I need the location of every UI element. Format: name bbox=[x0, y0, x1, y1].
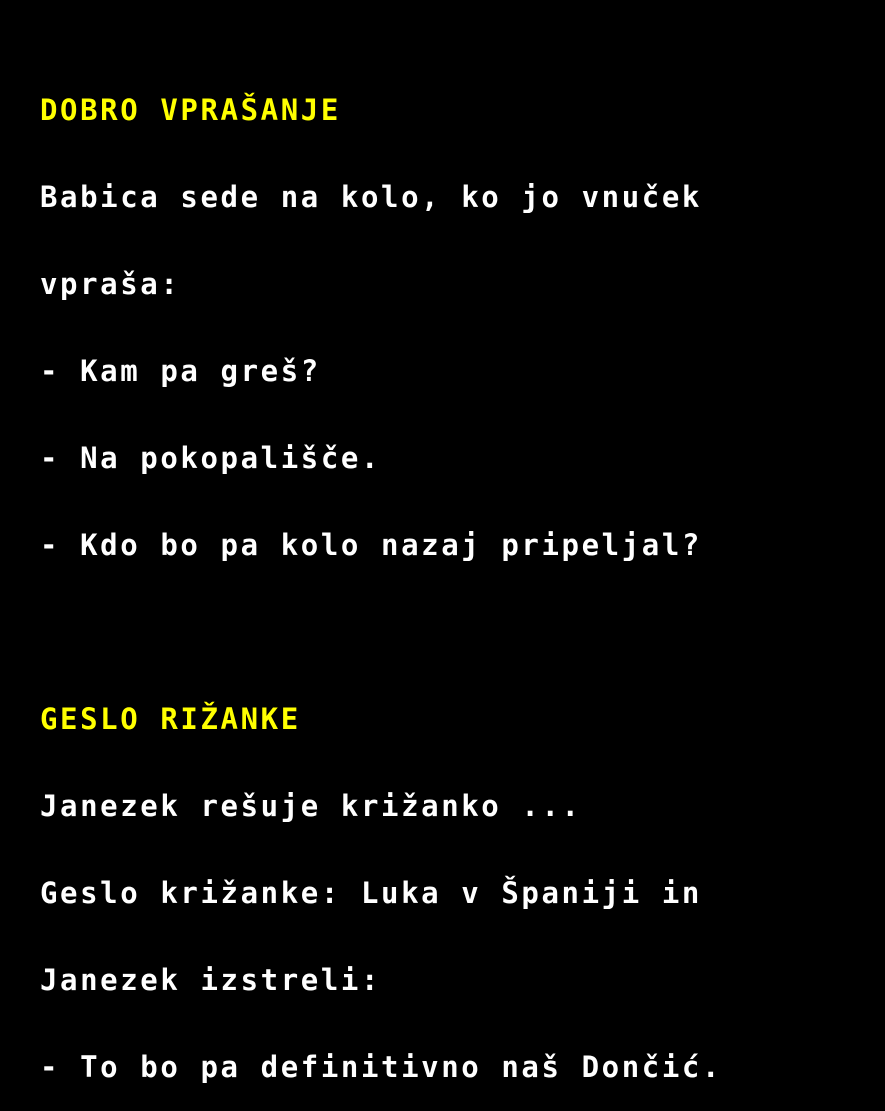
joke2-line-2: Geslo križanke: Luka v Španiji in bbox=[40, 876, 702, 910]
joke1-line-4: - Na pokopališče. bbox=[40, 441, 382, 475]
joke-title-dobro-vprasanje: DOBRO VPRAŠANJE bbox=[40, 93, 341, 127]
section-spacer bbox=[40, 618, 722, 647]
joke2-line-1: Janezek rešuje križanko ... bbox=[40, 789, 582, 823]
joke1-line-2: vpraša: bbox=[40, 267, 181, 301]
joke1-line-3: - Kam pa greš? bbox=[40, 354, 321, 388]
teletext-page bbox=[40, 38, 722, 1111]
joke2-line-4: - To bo pa definitivno naš Dončić. bbox=[40, 1050, 723, 1084]
joke-title-geslo-rizanke: GESLO RIŽANKE bbox=[40, 702, 301, 736]
joke2-line-3: Janezek izstreli: bbox=[40, 963, 382, 997]
joke1-line-1: Babica sede na kolo, ko jo vnuček bbox=[40, 180, 702, 214]
joke1-line-5: - Kdo bo pa kolo nazaj pripeljal? bbox=[40, 528, 702, 562]
